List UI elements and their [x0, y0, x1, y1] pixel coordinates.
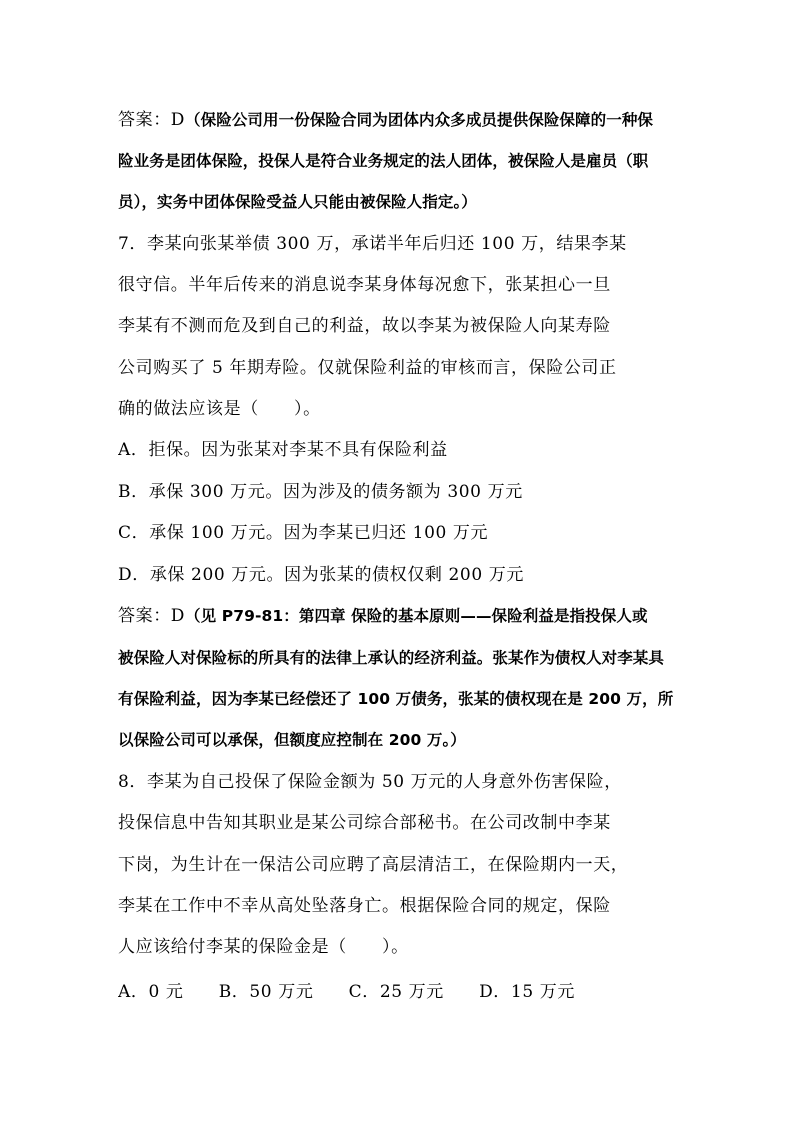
- question-7-line-5: 确的做法应该是（ ）。: [118, 399, 321, 419]
- question-7-line-2: 很守信。半年后传来的消息说李某身体每况愈下，张某担心一旦: [118, 275, 611, 295]
- answer-6-line-1: [118, 108, 678, 132]
- question-7-line-1: 7．李某向张某举债 300 万，承诺半年后归还 100 万，结果李某: [118, 234, 627, 254]
- question-8-options: A．0 元 B．50 万元 C．25 万元 D．15 万元: [118, 982, 575, 1002]
- answer-6-text-1: （保险公司用一份保险合同为团体内众多成员提供保险保障的一种保: [185, 111, 654, 129]
- question-7-option-a: A．拒保。因为张某对李某不具有保险利益: [118, 440, 448, 460]
- answer-7-line-4: 以保险公司可以承保，但额度应控制在 200 万。）: [118, 731, 466, 749]
- question-7-line-4: 公司购买了 5 年期寿险。仅就保险利益的审核而言，保险公司正: [118, 358, 617, 378]
- answer-6-line-2: 险业务是团体保险，投保人是符合业务规定的法人团体，被保险人是雇员（职: [118, 152, 649, 170]
- question-7-option-c: C．承保 100 万元。因为李某已归还 100 万元: [118, 523, 489, 543]
- question-8-line-3: 下岗，为生计在一保洁公司应聘了高层清洁工，在保险期内一天，: [118, 855, 629, 875]
- answer-7-line-3: 有保险利益，因为李某已经偿还了 100 万债务，张某的债权现在是 200 万，所: [118, 690, 674, 708]
- question-7-line-3: 李某有不测而危及到自己的利益，故以李某为被保险人向某寿险: [118, 316, 611, 336]
- answer-7-label: 答案：D: [118, 606, 186, 626]
- answer-7-line-2: 被保险人对保险标的所具有的法律上承认的经济利益。张某作为债权人对李某具: [118, 649, 665, 667]
- question-8-line-2: 投保信息中告知其职业是某公司综合部秘书。在公司改制中李某: [118, 813, 611, 833]
- question-8-line-1: 8．李某为自己投保了保险金额为 50 万元的人身意外伤害保险，: [118, 772, 622, 792]
- question-8-line-4: 李某在工作中不幸从高处坠落身亡。根据保险合同的规定，保险: [118, 896, 611, 916]
- answer-6-label: 答案：D: [118, 110, 186, 130]
- answer-7-line-1: [118, 604, 678, 628]
- question-7-option-b: B．承保 300 万元。因为涉及的债务额为 300 万元: [118, 482, 523, 502]
- question-8-line-5: 人应该给付李某的保险金是（ ）。: [118, 937, 409, 957]
- answer-7-text-1: （见 P79-81：第四章 保险的基本原则——保险利益是指投保人或: [185, 607, 648, 625]
- question-7-option-d: D．承保 200 万元。因为张某的债权仅剩 200 万元: [118, 565, 524, 585]
- answer-6-line-3: 员），实务中团体保险受益人只能由被保险人指定。）: [118, 193, 477, 211]
